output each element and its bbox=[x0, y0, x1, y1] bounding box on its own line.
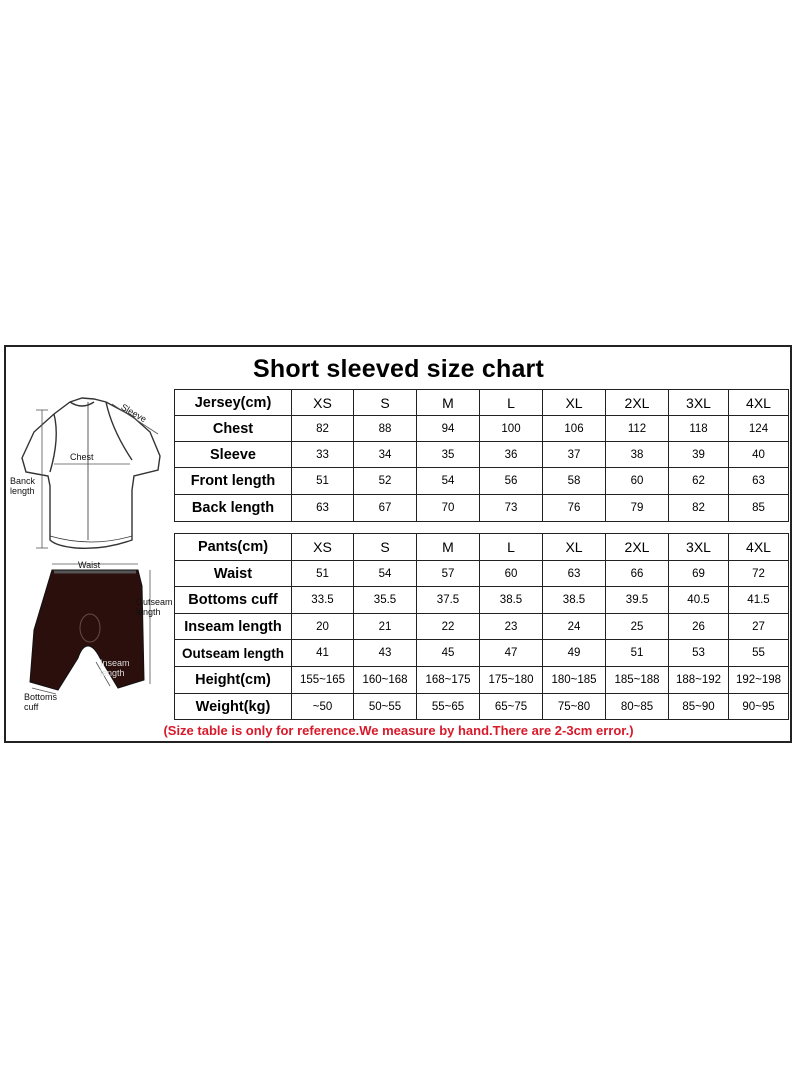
table-row bbox=[175, 442, 789, 468]
table-cell: 49 bbox=[543, 640, 606, 667]
table-cell: 37 bbox=[543, 442, 606, 468]
table-cell: 38.5 bbox=[480, 587, 543, 614]
table-cell: 50~55 bbox=[354, 694, 417, 720]
table-cell: 70 bbox=[417, 495, 480, 522]
size-header: 2XL bbox=[606, 390, 669, 416]
table-cell: 45 bbox=[417, 640, 480, 667]
size-header: S bbox=[354, 390, 417, 416]
table-cell: 60 bbox=[606, 468, 669, 495]
pants-header-label: Pants(cm) bbox=[175, 534, 292, 561]
table-cell: 155~165 bbox=[292, 667, 354, 694]
table-cell: 47 bbox=[480, 640, 543, 667]
pants-header-row bbox=[175, 534, 789, 561]
table-cell: 35 bbox=[417, 442, 480, 468]
table-cell: 63 bbox=[292, 495, 354, 522]
table-cell: 54 bbox=[417, 468, 480, 495]
jersey-header-label: Jersey(cm) bbox=[175, 390, 292, 416]
table-cell: 62 bbox=[669, 468, 729, 495]
table-cell: 39.5 bbox=[606, 587, 669, 614]
table-cell: 192~198 bbox=[729, 667, 789, 694]
page-title: Short sleeved size chart bbox=[252, 355, 545, 383]
inseam-label: Inseam length bbox=[100, 658, 130, 678]
outseam-label: Outseam length bbox=[136, 597, 173, 617]
table-row bbox=[175, 561, 789, 587]
size-header: XS bbox=[292, 390, 354, 416]
table-cell: 80~85 bbox=[606, 694, 669, 720]
table-cell: ~50 bbox=[292, 694, 354, 720]
table-cell: 55 bbox=[729, 640, 789, 667]
waist-label: Waist bbox=[78, 560, 101, 570]
table-cell: 85~90 bbox=[669, 694, 729, 720]
table-cell: 54 bbox=[354, 561, 417, 587]
table-cell: 69 bbox=[669, 561, 729, 587]
sleeve-label: Sleeve bbox=[119, 401, 149, 425]
table-cell: 38.5 bbox=[543, 587, 606, 614]
size-header: 4XL bbox=[729, 534, 789, 561]
row-label: Waist bbox=[175, 561, 292, 587]
table-cell: 27 bbox=[729, 614, 789, 640]
table-cell: 22 bbox=[417, 614, 480, 640]
table-cell: 21 bbox=[354, 614, 417, 640]
table-cell: 51 bbox=[292, 468, 354, 495]
table-row bbox=[175, 416, 789, 442]
table-row bbox=[175, 694, 789, 720]
table-cell: 43 bbox=[354, 640, 417, 667]
garment-illustration bbox=[8, 390, 172, 720]
table-cell: 56 bbox=[480, 468, 543, 495]
jersey-header-row bbox=[175, 390, 789, 416]
size-header: M bbox=[417, 390, 480, 416]
table-row bbox=[175, 640, 789, 667]
table-cell: 100 bbox=[480, 416, 543, 442]
table-cell: 35.5 bbox=[354, 587, 417, 614]
table-cell: 180~185 bbox=[543, 667, 606, 694]
reference-note: (Size table is only for reference.We measure by hand.There are 2-3cm error.) bbox=[163, 723, 634, 738]
table-cell: 79 bbox=[606, 495, 669, 522]
row-label: Front length bbox=[175, 468, 292, 495]
size-header: XS bbox=[292, 534, 354, 561]
size-header: 4XL bbox=[729, 390, 789, 416]
garment-diagram bbox=[8, 390, 172, 720]
table-cell: 36 bbox=[480, 442, 543, 468]
table-cell: 51 bbox=[606, 640, 669, 667]
table-cell: 63 bbox=[543, 561, 606, 587]
size-header: 2XL bbox=[606, 534, 669, 561]
table-cell: 76 bbox=[543, 495, 606, 522]
measure-arrows bbox=[36, 401, 158, 548]
table-cell: 41.5 bbox=[729, 587, 789, 614]
table-cell: 66 bbox=[606, 561, 669, 587]
table-cell: 33 bbox=[292, 442, 354, 468]
table-cell: 55~65 bbox=[417, 694, 480, 720]
table-cell: 75~80 bbox=[543, 694, 606, 720]
table-row bbox=[175, 667, 789, 694]
table-cell: 51 bbox=[292, 561, 354, 587]
table-cell: 63 bbox=[729, 468, 789, 495]
chest-label: Chest bbox=[70, 452, 94, 462]
size-header: 3XL bbox=[669, 534, 729, 561]
table-cell: 112 bbox=[606, 416, 669, 442]
table-cell: 82 bbox=[292, 416, 354, 442]
table-cell: 38 bbox=[606, 442, 669, 468]
table-cell: 40 bbox=[729, 442, 789, 468]
table-cell: 57 bbox=[417, 561, 480, 587]
table-cell: 124 bbox=[729, 416, 789, 442]
table-row bbox=[175, 495, 789, 522]
table-row bbox=[175, 614, 789, 640]
table-cell: 73 bbox=[480, 495, 543, 522]
table-cell: 37.5 bbox=[417, 587, 480, 614]
table-cell: 168~175 bbox=[417, 667, 480, 694]
table-cell: 72 bbox=[729, 561, 789, 587]
row-label: Height(cm) bbox=[175, 667, 292, 694]
table-cell: 85 bbox=[729, 495, 789, 522]
table-row bbox=[175, 468, 789, 495]
size-header: 3XL bbox=[669, 390, 729, 416]
table-cell: 188~192 bbox=[669, 667, 729, 694]
table-cell: 41 bbox=[292, 640, 354, 667]
table-cell: 58 bbox=[543, 468, 606, 495]
table-cell: 90~95 bbox=[729, 694, 789, 720]
bottoms-cuff-label: Bottoms cuff bbox=[24, 692, 58, 712]
table-cell: 175~180 bbox=[480, 667, 543, 694]
size-header: XL bbox=[543, 534, 606, 561]
table-cell: 60 bbox=[480, 561, 543, 587]
table-cell: 34 bbox=[354, 442, 417, 468]
size-header: S bbox=[354, 534, 417, 561]
table-cell: 106 bbox=[543, 416, 606, 442]
row-label: Back length bbox=[175, 495, 292, 522]
table-cell: 53 bbox=[669, 640, 729, 667]
table-cell: 40.5 bbox=[669, 587, 729, 614]
row-label: Chest bbox=[175, 416, 292, 442]
table-cell: 26 bbox=[669, 614, 729, 640]
table-cell: 67 bbox=[354, 495, 417, 522]
table-cell: 52 bbox=[354, 468, 417, 495]
table-cell: 23 bbox=[480, 614, 543, 640]
table-cell: 24 bbox=[543, 614, 606, 640]
size-header: M bbox=[417, 534, 480, 561]
row-label: Inseam length bbox=[175, 614, 292, 640]
pants-size-table bbox=[174, 533, 789, 720]
table-cell: 94 bbox=[417, 416, 480, 442]
row-label: Weight(kg) bbox=[175, 694, 292, 720]
jersey-size-table bbox=[174, 389, 789, 522]
size-header: XL bbox=[543, 390, 606, 416]
row-label: Outseam length bbox=[175, 640, 292, 667]
table-cell: 25 bbox=[606, 614, 669, 640]
row-label: Sleeve bbox=[175, 442, 292, 468]
table-cell: 88 bbox=[354, 416, 417, 442]
table-cell: 82 bbox=[669, 495, 729, 522]
table-cell: 160~168 bbox=[354, 667, 417, 694]
back-length-label: Banck length bbox=[10, 476, 36, 496]
size-header: L bbox=[480, 390, 543, 416]
table-cell: 20 bbox=[292, 614, 354, 640]
table-row bbox=[175, 587, 789, 614]
table-cell: 39 bbox=[669, 442, 729, 468]
table-cell: 118 bbox=[669, 416, 729, 442]
table-cell: 185~188 bbox=[606, 667, 669, 694]
size-header: L bbox=[480, 534, 543, 561]
table-cell: 65~75 bbox=[480, 694, 543, 720]
table-cell: 33.5 bbox=[292, 587, 354, 614]
row-label: Bottoms cuff bbox=[175, 587, 292, 614]
